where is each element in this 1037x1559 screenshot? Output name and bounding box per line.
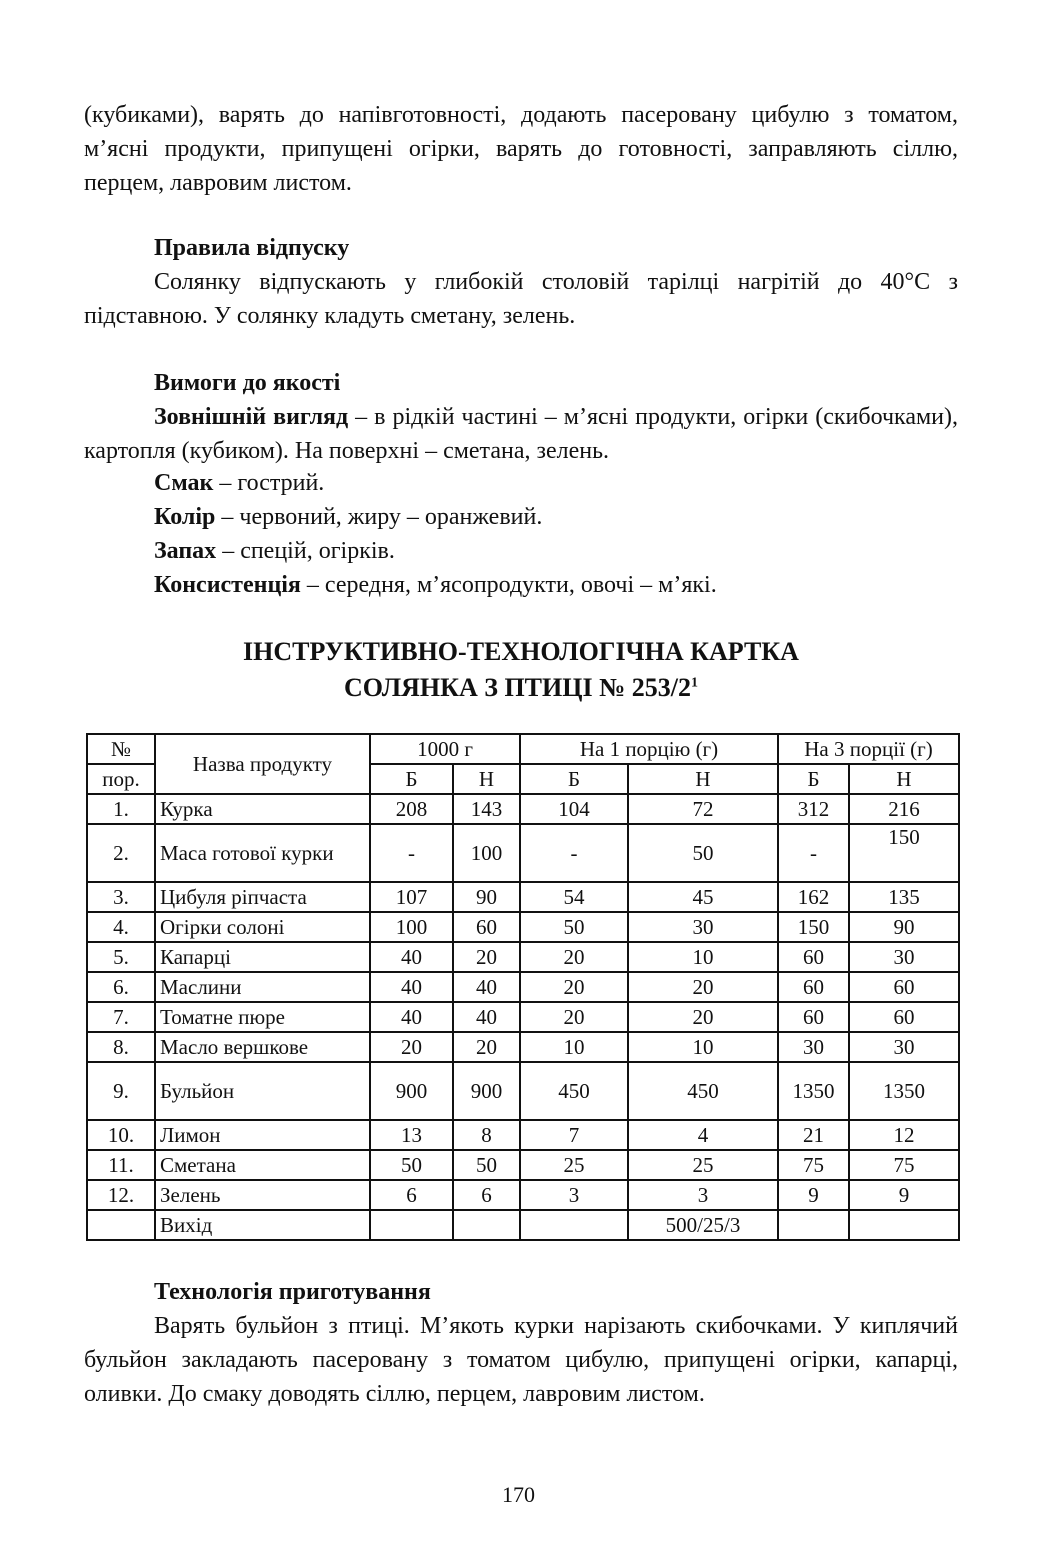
cell-b1: 104 <box>520 794 628 824</box>
cell-n3: 60 <box>849 972 959 1002</box>
cell-b3: 75 <box>778 1150 849 1180</box>
cell-b3: 21 <box>778 1120 849 1150</box>
quality-taste <box>154 466 324 500</box>
header-per1: На 1 порцію (г) <box>520 734 778 764</box>
table-row <box>87 1120 959 1150</box>
cell-empty <box>849 1210 959 1240</box>
cell-name: Огірки солоні <box>155 912 370 942</box>
header-1000g: 1000 г <box>370 734 520 764</box>
serving-heading: Правила відпуску <box>154 235 350 261</box>
cell-num: 5. <box>87 942 155 972</box>
cell-n1000: 40 <box>453 1002 520 1032</box>
cell-num: 2. <box>87 824 155 882</box>
table-row <box>87 882 959 912</box>
cell-b1000: 13 <box>370 1120 453 1150</box>
cell-n1000: 6 <box>453 1180 520 1210</box>
cell-n1000: 20 <box>453 942 520 972</box>
cell-n3: 90 <box>849 912 959 942</box>
cell-name: Зелень <box>155 1180 370 1210</box>
header-n-per3: Н <box>849 764 959 794</box>
cell-n3: 9 <box>849 1180 959 1210</box>
table-row <box>87 912 959 942</box>
cell-name: Сметана <box>155 1150 370 1180</box>
cell-num: 11. <box>87 1150 155 1180</box>
cell-n1000: 60 <box>453 912 520 942</box>
intro-paragraph: (кубиками), варять до напівготовності, додають пасеровану цибулю з томатом, м’ясні продукти, припущені огірки, варять до готовності, заправляють сіллю, перцем, лавровим листом. <box>84 102 958 196</box>
cell-n1: 25 <box>628 1150 778 1180</box>
cell-num: 8. <box>87 1032 155 1062</box>
cell-num: 3. <box>87 882 155 912</box>
quality-appearance <box>84 400 958 468</box>
cell-num <box>87 1210 155 1240</box>
cell-b1: 25 <box>520 1150 628 1180</box>
cell-name: Лимон <box>155 1120 370 1150</box>
cell-b3: 9 <box>778 1180 849 1210</box>
cell-n3: 135 <box>849 882 959 912</box>
cell-n1000: 900 <box>453 1062 520 1120</box>
cell-n3: 150 <box>849 824 959 882</box>
cell-name: Маслини <box>155 972 370 1002</box>
cell-output-label: Вихід <box>155 1210 370 1240</box>
cell-name: Курка <box>155 794 370 824</box>
cell-n1: 10 <box>628 942 778 972</box>
cell-name: Бульйон <box>155 1062 370 1120</box>
header-num2: пор. <box>87 764 155 794</box>
recipe-table <box>86 733 960 1241</box>
cell-b1000: 40 <box>370 972 453 1002</box>
table-row <box>87 824 959 882</box>
cell-b1: 20 <box>520 1002 628 1032</box>
cell-b1: 20 <box>520 942 628 972</box>
card-title-line1: ІНСТРУКТИВНО-ТЕХНОЛОГІЧНА КАРТКА <box>243 637 799 666</box>
cell-n1: 30 <box>628 912 778 942</box>
table-row-output <box>87 1210 959 1240</box>
header-num: № <box>87 734 155 764</box>
cell-b1: - <box>520 824 628 882</box>
table-header-row <box>87 734 959 764</box>
cell-b1: 10 <box>520 1032 628 1062</box>
cell-b3: 30 <box>778 1032 849 1062</box>
cell-n1: 3 <box>628 1180 778 1210</box>
cell-b3: 60 <box>778 1002 849 1032</box>
appearance-label: Зовнішній вигляд <box>154 404 349 430</box>
header-per3: На 3 порції (г) <box>778 734 959 764</box>
taste-label: Смак <box>154 470 214 496</box>
cell-n3: 60 <box>849 1002 959 1032</box>
cell-num: 1. <box>87 794 155 824</box>
cell-b1000: 6 <box>370 1180 453 1210</box>
cell-empty <box>778 1210 849 1240</box>
header-name: Назва продукту <box>155 734 370 794</box>
cell-n3: 12 <box>849 1120 959 1150</box>
cell-b3: 162 <box>778 882 849 912</box>
quality-consistency <box>154 568 717 602</box>
cell-n1: 72 <box>628 794 778 824</box>
cell-b1: 3 <box>520 1180 628 1210</box>
cell-output-value: 500/25/3 <box>628 1210 778 1240</box>
cell-n1: 4 <box>628 1120 778 1150</box>
cell-empty <box>520 1210 628 1240</box>
table-row <box>87 1002 959 1032</box>
cell-n3: 75 <box>849 1150 959 1180</box>
smell-label: Запах <box>154 538 217 564</box>
cell-empty <box>370 1210 453 1240</box>
cell-n1: 20 <box>628 1002 778 1032</box>
cell-b1000: 40 <box>370 942 453 972</box>
header-n-1000: Н <box>453 764 520 794</box>
technology-text: Варять бульйон з птиці. М’якоть курки нарізають скибочками. У киплячий бульйон закладають пасеровану з томатом цибулю, припущені огірки, капарці, оливки. До смаку доводять сіллю, перцем, лавровим листом. <box>84 1313 958 1407</box>
color-text: – червоний, жиру – оранжевий. <box>215 504 543 530</box>
page-number: 170 <box>502 1482 535 1507</box>
color-label: Колір <box>154 504 216 530</box>
cell-n1: 10 <box>628 1032 778 1062</box>
table-row <box>87 942 959 972</box>
card-title-line2 <box>84 670 958 706</box>
cell-n1: 50 <box>628 824 778 882</box>
serving-text: Солянку відпускають у глибокій столовій тарілці нагрітій до 40°С з підставною. У солянку кладуть сметану, зелень. <box>84 269 958 329</box>
cell-empty <box>453 1210 520 1240</box>
consistency-text: – середня, м’ясопродукти, овочі – м’які. <box>300 572 717 598</box>
technology-heading: Технологія приготування <box>154 1279 431 1305</box>
cell-n1000: 40 <box>453 972 520 1002</box>
quality-smell <box>154 534 395 568</box>
cell-b3: 60 <box>778 942 849 972</box>
cell-n3: 30 <box>849 942 959 972</box>
cell-b3: 1350 <box>778 1062 849 1120</box>
cell-b1000: 40 <box>370 1002 453 1032</box>
cell-name: Масло вершкове <box>155 1032 370 1062</box>
cell-b1: 450 <box>520 1062 628 1120</box>
cell-b1000: 900 <box>370 1062 453 1120</box>
table-row <box>87 1062 959 1120</box>
card-title-text: СОЛЯНКА З ПТИЦІ № 253/2 <box>344 673 691 702</box>
quality-color <box>154 500 542 534</box>
cell-num: 10. <box>87 1120 155 1150</box>
table-row <box>87 972 959 1002</box>
appearance-text: – в рідкій частині – м’ясні продукти, огірки (скибочками), картопля (кубиком). На поверхні – сметана, зелень. <box>84 404 958 464</box>
cell-b3: 150 <box>778 912 849 942</box>
cell-n3: 30 <box>849 1032 959 1062</box>
cell-name: Капарці <box>155 942 370 972</box>
cell-name: Томатне пюре <box>155 1002 370 1032</box>
cell-b1000: - <box>370 824 453 882</box>
cell-name: Цибуля ріпчаста <box>155 882 370 912</box>
table-row <box>87 1032 959 1062</box>
cell-n1: 45 <box>628 882 778 912</box>
quality-heading: Вимоги до якості <box>154 370 341 396</box>
cell-n3: 1350 <box>849 1062 959 1120</box>
cell-b3: 312 <box>778 794 849 824</box>
cell-name: Маса готової курки <box>155 824 370 882</box>
cell-b1: 50 <box>520 912 628 942</box>
header-b-per1: Б <box>520 764 628 794</box>
header-b-per3: Б <box>778 764 849 794</box>
cell-n1000: 143 <box>453 794 520 824</box>
cell-n1: 20 <box>628 972 778 1002</box>
cell-b1: 7 <box>520 1120 628 1150</box>
cell-b1000: 100 <box>370 912 453 942</box>
cell-n1000: 100 <box>453 824 520 882</box>
cell-b1000: 50 <box>370 1150 453 1180</box>
cell-num: 6. <box>87 972 155 1002</box>
cell-n3: 216 <box>849 794 959 824</box>
table-row <box>87 1150 959 1180</box>
header-n-per1: Н <box>628 764 778 794</box>
cell-n1000: 50 <box>453 1150 520 1180</box>
consistency-label: Консистенція <box>154 572 301 598</box>
cell-b1000: 20 <box>370 1032 453 1062</box>
cell-b1000: 107 <box>370 882 453 912</box>
cell-b1000: 208 <box>370 794 453 824</box>
table-row <box>87 794 959 824</box>
cell-n1: 450 <box>628 1062 778 1120</box>
cell-num: 7. <box>87 1002 155 1032</box>
table-row <box>87 1180 959 1210</box>
header-b-1000: Б <box>370 764 453 794</box>
cell-b1: 20 <box>520 972 628 1002</box>
cell-num: 12. <box>87 1180 155 1210</box>
cell-b3: 60 <box>778 972 849 1002</box>
cell-b1: 54 <box>520 882 628 912</box>
smell-text: – спецій, огірків. <box>216 538 395 564</box>
footnote-mark: 1 <box>690 675 698 691</box>
cell-num: 4. <box>87 912 155 942</box>
cell-n1000: 8 <box>453 1120 520 1150</box>
cell-n1000: 20 <box>453 1032 520 1062</box>
cell-num: 9. <box>87 1062 155 1120</box>
cell-b3: - <box>778 824 849 882</box>
taste-text: – гострий. <box>213 470 325 496</box>
cell-n1000: 90 <box>453 882 520 912</box>
